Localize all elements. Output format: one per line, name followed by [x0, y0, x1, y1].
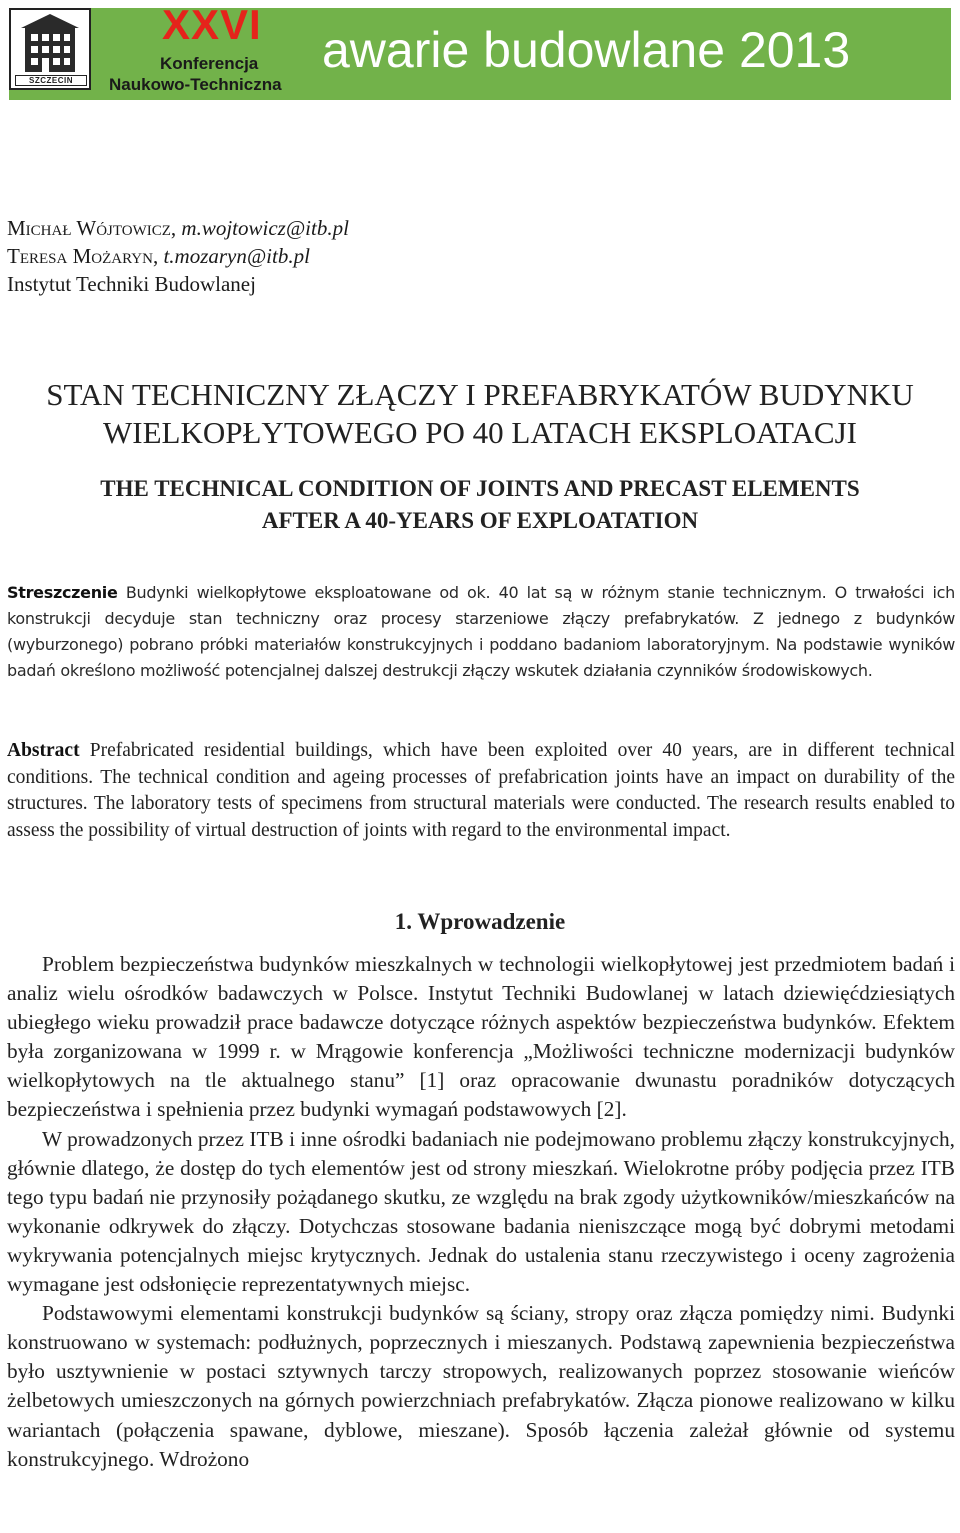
abstract-label: Abstract	[7, 740, 80, 761]
affiliation: Instytut Techniki Budowlanej	[7, 272, 256, 296]
author-name: Michał Wójtowicz	[7, 216, 171, 240]
title-polish	[0, 376, 960, 452]
section-heading: 1. Wprowadzenie	[394, 909, 566, 934]
conference-label-2: Naukowo-Techniczna	[109, 75, 282, 94]
title-polish-line: WIELKOPŁYTOWEGO PO 40 LATACH EKSPLOATACJI	[103, 415, 857, 450]
title-polish-line: STAN TECHNICZNY ZŁĄCZY I PREFABRYKATÓW BUDYNKU	[46, 377, 914, 412]
abstract-text: Prefabricated residential buildings, which have been exploited over 40 years, are in different technical conditions. The technical condition and ageing processes of prefabrication joints have an impact on durability of the structures. The laboratory tests of specimens from structural materials were conducted. The research results enabled to assess the possibility of virtual destruction of joints with regard to the environmental impact.	[7, 740, 956, 841]
author-line: Teresa Możaryn, t.mozaryn@itb.pl	[7, 244, 310, 268]
body-paragraph: Podstawowymi elementami konstrukcji budynków są ściany, stropy oraz złącza pomiędzy nimi. Budynki konstruowano w systemach: podłużnych, poprzecznych i mieszanych. Podstawą zapewnienia bezpieczeństwa było usztywnienie w postaci sztywnych tarczy stropowych, realizowanych poprzez stosowanie wieńców żelbetowych umieszczonych na górnych powierzchniach prefabrykatów. Złącza pionowe realizowano w kilku wariantach (połączenia spawane, dyblowe, mieszane). Sposób łączenia zależał głównie od systemu konstrukcyjnego. Wdrożono	[7, 1301, 955, 1471]
title-english	[0, 473, 960, 537]
body-paragraph: Problem bezpieczeństwa budynków mieszkalnych w technologii wielkopłytowej jest przedmiotem badań i analiz wielu ośrodków badawczych w Polsce. Instytut Techniki Budowlanej w latach dziewięćdziesiątych ubiegłego wieku prowadził prace badawcze dotyczące różnych aspektów bezpieczeństwa budynków. Efektem była zorganizowana w 1999 r. w Mrągowie konferencja „Możliwości techniczne modernizacji budynków wielkopłytowych na tle aktualnego stanu” [1] oraz opracowanie dwunastu poradników dotyczących bezpieczeństwa i spełnienia przez budynki wymagań podstawowych [2].	[7, 952, 955, 1122]
conference-logo	[9, 8, 91, 90]
streszczenie-paragraph	[7, 580, 955, 684]
author-email: t.mozaryn@itb.pl	[163, 244, 310, 268]
title-english-line: AFTER A 40-YEARS OF EXPLOATATION	[261, 508, 699, 533]
conference-name: awarie budowlane 2013	[322, 22, 851, 78]
logo-caption: SZCZECIN	[15, 75, 87, 86]
section-body	[7, 950, 955, 1474]
conference-label-1: Konferencja	[160, 54, 259, 73]
authors-block	[7, 214, 349, 298]
author-name: Teresa Możaryn	[7, 244, 153, 268]
author-email: m.wojtowicz@itb.pl	[181, 216, 349, 240]
abstract-paragraph	[7, 738, 955, 844]
streszczenie-label: Streszczenie	[7, 583, 118, 602]
title-english-line: THE TECHNICAL CONDITION OF JOINTS AND PRECAST ELEMENTS	[100, 476, 860, 501]
streszczenie-text: Budynki wielkopłytowe eksploatowane od ok. 40 lat są w różnym stanie technicznym. O trwałości ich konstrukcji decyduje stan techniczny oraz procesy starzeniowe złączy prefabrykatów. Z jednego z budynków (wyburzonego) pobrano próbki materiałów konstrukcyjnych i poddano badaniom laboratoryjnym. Na podstawie wyników badań określono możliwość potencjalnej dalszej destrukcji złączy wskutek działania czynników środowiskowych.	[7, 583, 955, 680]
author-line: Michał Wójtowicz, m.wojtowicz@itb.pl	[7, 216, 349, 240]
conference-number: XXVI	[162, 1, 262, 48]
body-paragraph: W prowadzonych przez ITB i inne ośrodki badaniach nie podejmowano problemu złączy konstrukcyjnych, głównie dlatego, że dostęp do tych elementów jest od strony mieszkań. Wielokrotne próby podjęcia przez ITB tego typu badań nie przynosiły pożądanego skutku, ze względu na brak zgody użytkowników/mieszkańców na wykonanie odkrywek do złączy. Dotychczas stosowane badania nieniszczące mogą być dobrymi metodami wykrywania potencjalnych miejsc krytycznych. Jednak do ustalenia stanu rzeczywistego i oceny zagrożenia wymagane jest odsłonięcie reprezentatywnych miejsc.	[7, 1126, 955, 1297]
